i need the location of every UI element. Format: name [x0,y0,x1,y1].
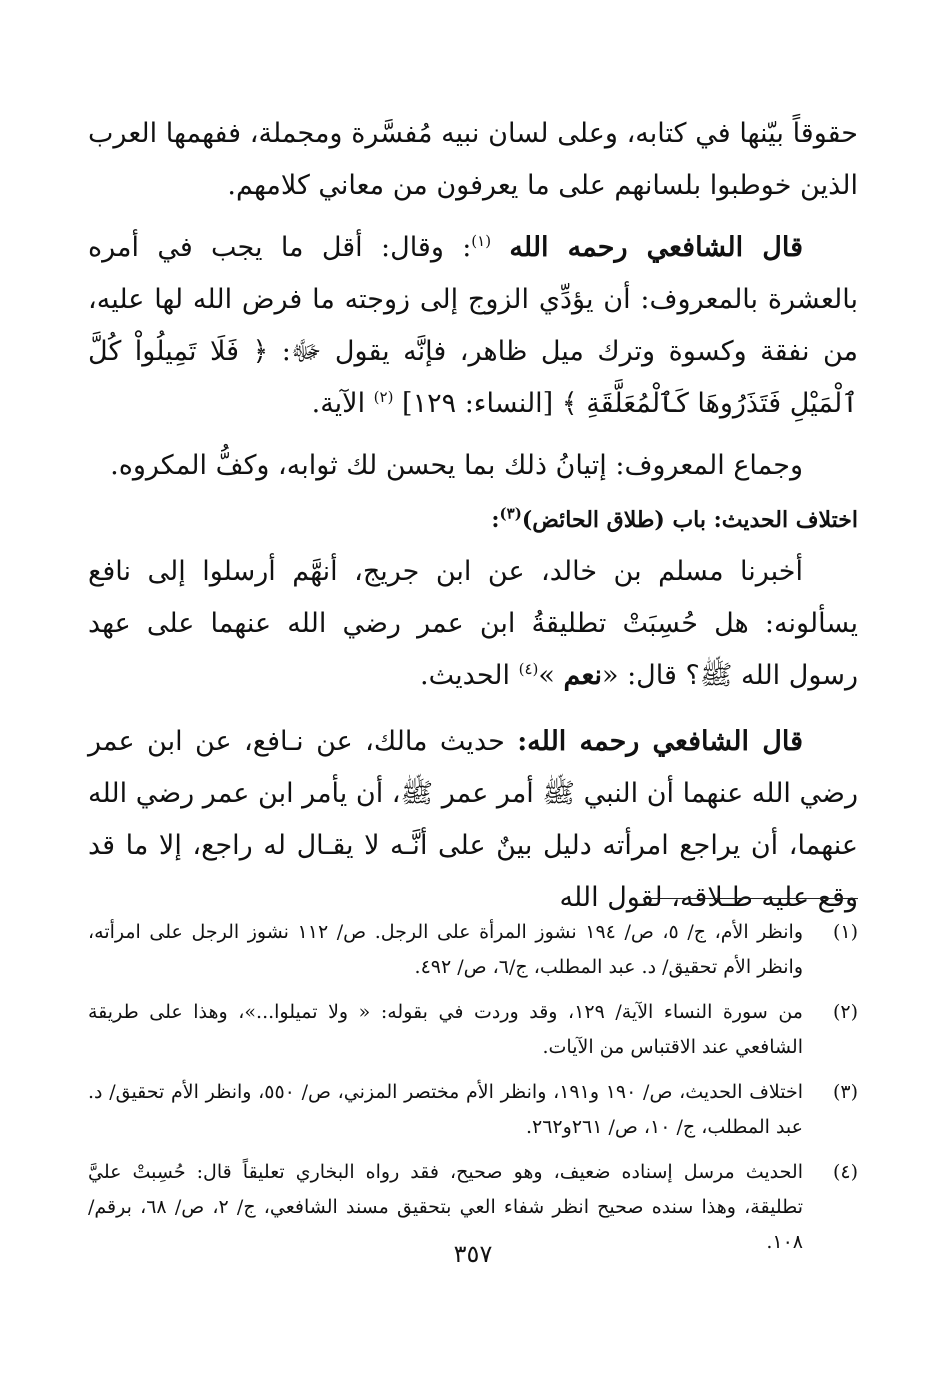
paragraph-1 [88,108,858,212]
paragraph-2-end: الآية. [311,388,374,419]
footnote-text: من سورة النساء الآية/ ١٢٩، وقد وردت في بقوله: « ولا تميلوا...»، وهذا على طريقة الشافعي عند الاقتباس من الآيات. [88,1001,803,1058]
paragraph-2 [88,222,858,430]
section-heading [88,500,858,540]
footnote-ref-1[interactable]: (١) [471,232,492,250]
footnote-3 [88,1075,858,1145]
section-heading-colon: : [491,507,500,533]
footnote-number: (١) [832,921,858,943]
footnote-ref-4[interactable]: (٤) [518,660,539,678]
quote-close: » [538,660,564,691]
paragraph-4-end: الحديث. [420,660,519,691]
page-number: ٣٥٧ [453,1240,493,1268]
paragraph-2-text: : وقال: أقل ما يجب في أمره بالعشرة بالمعروف: أن يؤدِّي الزوج إلى زوجته ما فرض الله لها عليه، من نفقة وكسوة وترك ميل ظاهر، فإنَّه يقول ﷻ: ﴿ فَلَا تَمِيلُواْ كُلَّ ٱلْمَيْلِ فَتَذَرُوهَا كَٱلْمُعَلَّقَةِ ﴾ [النساء: ١٢٩] [88,232,858,419]
shafii-attribution: قال الشافعي رحمه الله [509,232,803,263]
paragraph-5 [88,716,858,924]
footnote-1 [88,915,858,985]
section-heading-text: اختلاف الحديث: باب (طلاق الحائض) [521,507,858,533]
shafii-attribution-2: قال الشافعي رحمه الله: [517,726,803,757]
footnote-text: اختلاف الحديث، ص/ ١٩٠ و١٩١، وانظر الأم مختصر المزني، ص/ ٥٥٠، وانظر الأم تحقيق/ د. عبد المطلب، ج/ ١٠، ص/ ٢٦١و٢٦٢. [88,1081,803,1138]
footnote-text: وانظر الأم، ج/ ٥، ص/ ١٩٤ نشوز المرأة على الرجل. ص/ ١١٢ نشوز الرجل على امرأته، وانظر الأم تحقيق/ د. عبد المطلب، ج/٦، ص/ ٤٩٢. [88,921,803,978]
footnote-separator [643,898,858,899]
footnote-number: (٢) [832,1001,858,1023]
footnote-text: الحديث مرسل إسناده ضعيف، وهو صحيح، فقد رواه البخاري تعليقاً قال: حُسِبتْ عليَّ تطليقة، وهذا سنده صحيح انظر شفاء العي بتحقيق مسند الشافعي، ج/ ٢، ص/ ٦٨، برقم/ ١٠٨. [88,1161,803,1253]
footnote-number: (٣) [832,1081,858,1103]
paragraph-5-text: حديث مالك، عن نـافع، عن ابن عمر رضي الله عنهما أن النبي ﷺ أمر عمر ﷺ، أن يأمر ابن عمر رضي الله عنهما، أن يراجع امرأته دليل بينٌ على أنَّـه لا يقـال له راجع، إلا ما قد وقع عليه طـلاقه، لقول الله [88,726,858,913]
footnote-ref-3[interactable]: (٣) [499,504,522,523]
footnote-ref-2[interactable]: (٢) [373,388,394,406]
footnote-number: (٤) [832,1161,858,1183]
paragraph-1-text: حقوقاً بيّنها في كتابه، وعلى لسان نبيه مُفسَّرة ومجملة، ففهمها العرب الذين خوطبوا بلسانهم على ما يعرفون من معاني كلامهم. [88,118,858,201]
paragraph-3-text: وجماع المعروف: إتيانُ ذلك بما يحسن لك ثوابه، وكفُّ المكروه. [110,450,803,481]
paragraph-4 [88,546,858,702]
answer-word: نعم [563,660,602,691]
footnote-2 [88,995,858,1065]
footnotes [88,915,858,1270]
main-text [88,108,858,924]
paragraph-4-text: أخبرنا مسلم بن خالد، عن ابن جريج، أنهَّم أرسلوا إلى نافع يسألونه: هل حُسِبَتْ تطليقةُ ابن عمر رضي الله عنهما على عهد رسول الله ﷺ؟ قال: « [88,556,858,691]
paragraph-3 [88,440,858,492]
